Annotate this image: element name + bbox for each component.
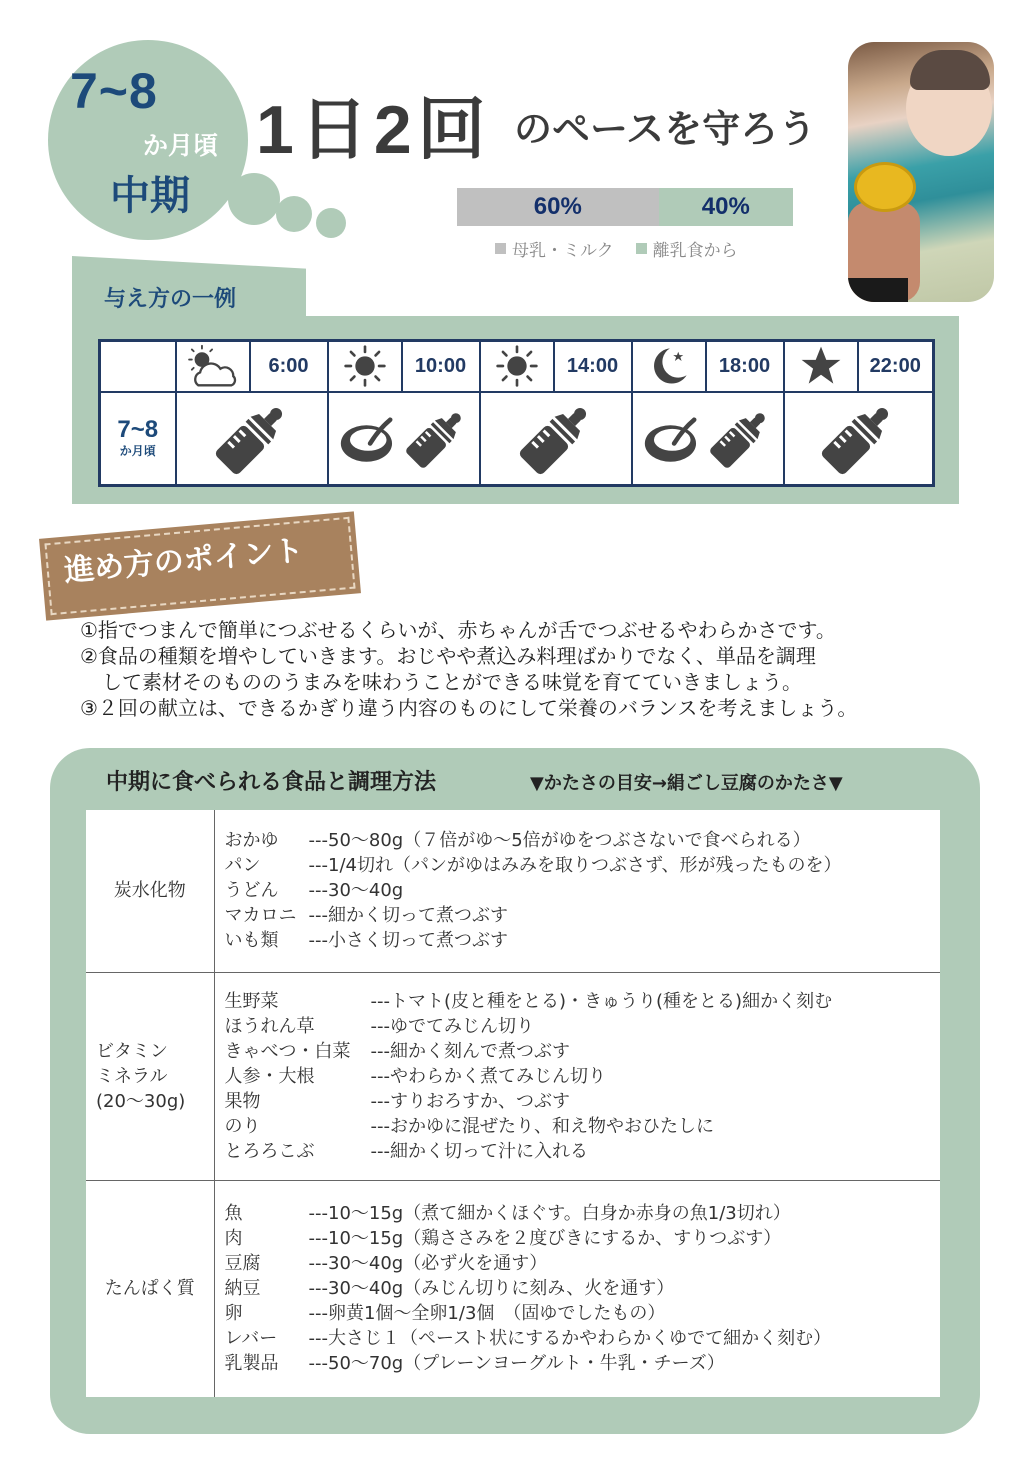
legend-label: 母乳・ミルク [512, 241, 614, 261]
food-item [225, 1089, 941, 1114]
baby-bottle-icon [212, 398, 292, 478]
ratio-legend [495, 236, 738, 261]
age-row-label [100, 392, 176, 486]
food-item [225, 903, 941, 928]
age-label-unit: か月頃 [119, 443, 156, 458]
baby-photo [848, 42, 994, 302]
category-name: (20〜30g) [96, 1090, 186, 1112]
point-line: して素材そのもののうまみを味わうことができる味覚を育てていきましょう。 [102, 670, 802, 694]
page-title-main: 1日2回 [256, 92, 492, 168]
food-item [225, 989, 941, 1014]
food-item [225, 1064, 941, 1089]
food-category-row [86, 1180, 940, 1397]
category-name: 炭水化物 [113, 880, 186, 902]
schedule-table [98, 339, 935, 487]
food-name: マカロニ [224, 905, 297, 927]
category-cell [86, 810, 214, 972]
sun-icon [343, 344, 387, 388]
food-desc: ---10〜15g（煮て細かくほぐす。白身か赤身の魚1/3切れ） [308, 1203, 791, 1225]
food-desc: ---すりおろすか、つぶす [370, 1090, 570, 1112]
time-icon-cell [784, 341, 858, 392]
schedule-feed-row [100, 392, 934, 486]
food-name: うどん [224, 880, 279, 902]
time-icon-cell [480, 341, 554, 392]
legend-item-milk [495, 236, 614, 261]
food-category-row [86, 810, 940, 972]
feed-cell [328, 392, 480, 486]
ratio-bar [457, 188, 793, 226]
food-name: 豆腐 [224, 1253, 261, 1275]
legend-swatch [495, 243, 506, 254]
bowl-spoon-icon [339, 410, 403, 466]
food-desc: ---細かく刻んで煮つぶす [370, 1040, 570, 1062]
food-item [225, 1301, 941, 1326]
food-item [225, 828, 941, 853]
food-desc: ---おかゆに混ぜたり、和え物やおひたしに [370, 1115, 714, 1137]
photo-hair [910, 50, 990, 90]
food-item [225, 1226, 941, 1251]
food-name: 肉 [224, 1228, 243, 1250]
bubble-dot [276, 196, 312, 232]
baby-bottle-icon [707, 405, 773, 471]
time-cell: 10:00 [402, 341, 480, 392]
food-desc: ---細かく切って汁に入れる [370, 1140, 588, 1162]
food-name: おかゆ [224, 830, 279, 852]
photo-cup [854, 162, 916, 212]
food-name: 納豆 [224, 1278, 261, 1300]
food-desc: ---30〜40g [308, 880, 404, 902]
food-name: 卵 [224, 1303, 243, 1325]
food-desc: ---30〜40g（必ず火を通す） [308, 1253, 548, 1275]
points-list [80, 617, 980, 721]
time-icon-cell [632, 341, 706, 392]
food-desc: ---50〜70g（プレーンヨーグルト・牛乳・チーズ） [308, 1353, 725, 1375]
page-title-sub: のペースを守ろう [514, 107, 817, 151]
baby-bottle-icon [403, 405, 469, 471]
time-cell: 6:00 [250, 341, 328, 392]
point-line: ③２回の献立は、できるかぎり違う内容のものにして栄養のバランスを考えましょう。 [80, 696, 858, 720]
time-cell: 22:00 [858, 341, 934, 392]
feed-cell [784, 392, 934, 486]
time-icon-cell [176, 341, 250, 392]
time-icon-cell [328, 341, 402, 392]
legend-item-solids [636, 236, 738, 261]
bowl-spoon-icon [643, 410, 707, 466]
food-item [225, 1326, 941, 1351]
baby-bottle-icon [818, 398, 898, 478]
schedule-title: 与え方の一例 [104, 287, 237, 312]
points-title: 進め方のポイント [62, 533, 305, 589]
empty-corner-cell [100, 341, 176, 392]
bubble-dot [228, 173, 280, 225]
stage-unit: か月頃 [143, 131, 219, 160]
food-item [225, 1201, 941, 1226]
food-desc: ---1/4切れ（パンがゆはみみを取りつぶさず、形が残ったものを） [308, 855, 842, 877]
feed-cell [632, 392, 784, 486]
food-desc: ---ゆでてみじん切り [370, 1015, 534, 1037]
food-name: のり [224, 1115, 261, 1137]
food-desc: ---やわらかく煮てみじん切り [370, 1065, 606, 1087]
food-desc: ---大さじ１（ペースト状にするかやわらかくゆでて細かく刻む） [308, 1328, 832, 1350]
legend-swatch [636, 243, 647, 254]
legend-label: 離乳食から [652, 241, 738, 261]
items-cell [214, 972, 940, 1180]
ratio-solids: 40% [659, 188, 793, 226]
star-icon [798, 344, 844, 388]
food-name: パン [224, 855, 261, 877]
food-item [225, 1276, 941, 1301]
food-subtitle: ▼かたさの目安→絹ごし豆腐のかたさ▼ [530, 773, 843, 794]
food-title: 中期に食べられる食品と調理方法 [106, 770, 437, 795]
food-desc: ---トマト(皮と種をとる)・きゅうり(種をとる)細かく刻む [370, 990, 833, 1012]
feed-cell [176, 392, 328, 486]
category-name: ミネラル [96, 1065, 168, 1087]
food-item [225, 1251, 941, 1276]
schedule-header-row [100, 341, 934, 392]
category-cell [86, 1180, 214, 1397]
stage-name: 中期 [110, 173, 190, 219]
food-name: きゃべつ・白菜 [224, 1040, 351, 1062]
food-name: 果物 [224, 1090, 261, 1112]
food-table [86, 810, 940, 1397]
age-label-num: 7~8 [117, 415, 159, 443]
food-item [225, 878, 941, 903]
food-item [225, 1351, 941, 1376]
food-desc: ---細かく切って煮つぶす [308, 905, 508, 927]
items-cell [214, 1180, 940, 1397]
sun-cloud-icon [184, 343, 242, 389]
food-name: レバー [224, 1328, 278, 1350]
food-name: とろろこぶ [224, 1140, 315, 1162]
moon-star-icon [648, 345, 690, 387]
food-name: 生野菜 [224, 990, 279, 1012]
items-cell [214, 810, 940, 972]
time-cell: 14:00 [554, 341, 632, 392]
photo-sleeve [848, 278, 908, 302]
food-name: いも類 [224, 930, 279, 952]
food-name: 人参・大根 [224, 1065, 315, 1087]
category-name: たんぱく質 [104, 1278, 195, 1300]
food-name: 乳製品 [224, 1353, 279, 1375]
food-desc: ---卵黄1個〜全卵1/3個 （固ゆでしたもの） [308, 1303, 666, 1325]
time-cell: 18:00 [706, 341, 784, 392]
baby-bottle-icon [516, 398, 596, 478]
point-line: ②食品の種類を増やしていきます。おじやや煮込み料理ばかりでなく、単品を調理 [80, 644, 816, 668]
food-item [225, 1139, 941, 1164]
food-item [225, 1039, 941, 1064]
food-desc: ---30〜40g（みじん切りに刻み、火を通す） [308, 1278, 675, 1300]
category-name: ビタミン [96, 1040, 168, 1062]
food-desc: ---10〜15g（鶏ささみを２度びきにするか、すりつぶす） [308, 1228, 782, 1250]
point-line: ①指でつまんで簡単につぶせるくらいが、赤ちゃんが舌でつぶせるやわらかさです。 [80, 618, 836, 642]
food-item [225, 853, 941, 878]
food-name: 魚 [224, 1203, 243, 1225]
food-item [225, 1114, 941, 1139]
food-desc: ---50〜80g（７倍がゆ〜5倍がゆをつぶさないで食べられる） [308, 830, 811, 852]
stage-age: 7~8 [70, 63, 158, 119]
food-item [225, 928, 941, 953]
food-item [225, 1014, 941, 1039]
food-category-row [86, 972, 940, 1180]
ratio-milk: 60% [457, 188, 659, 226]
food-name: ほうれん草 [224, 1015, 315, 1037]
bubble-dot [316, 208, 346, 238]
sun-icon [495, 344, 539, 388]
category-cell [86, 972, 214, 1180]
food-desc: ---小さく切って煮つぶす [308, 930, 508, 952]
feed-cell [480, 392, 632, 486]
